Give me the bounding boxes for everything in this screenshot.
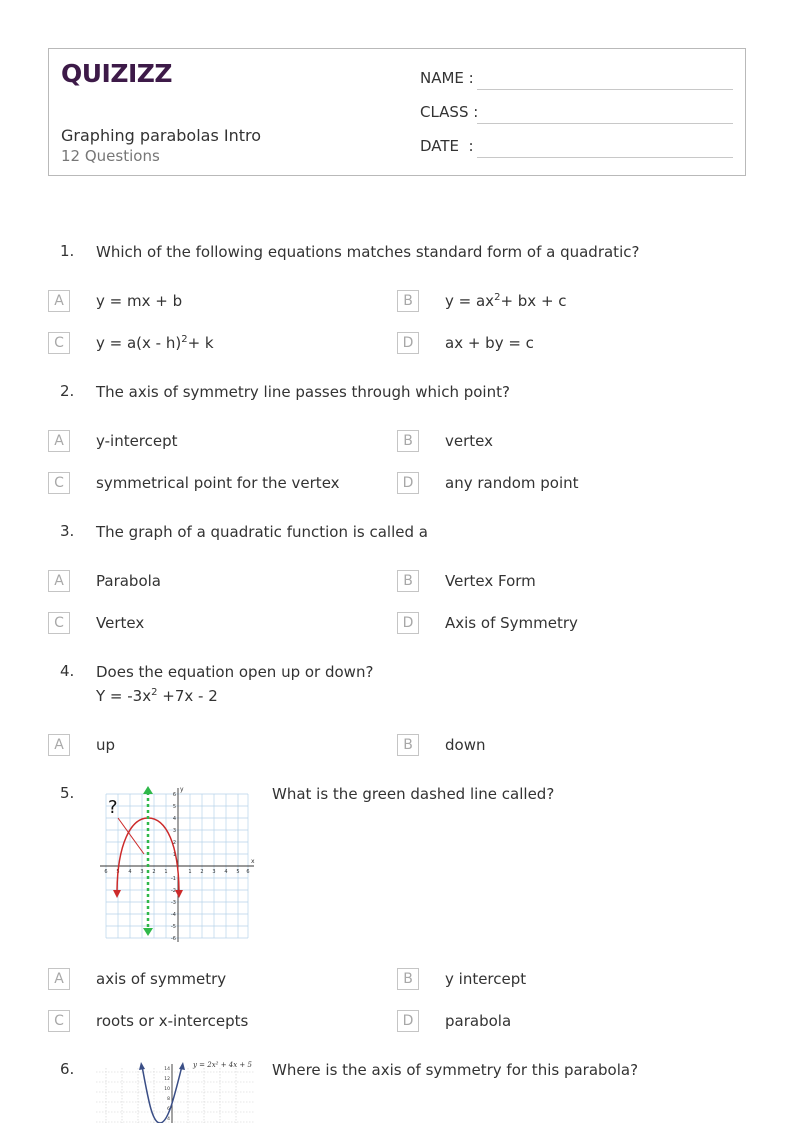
worksheet-header [48,48,746,176]
svg-text:1: 1 [164,869,168,875]
q6-parabola-graph [96,1058,254,1123]
svg-text:5: 5 [116,869,120,875]
question-5-number: 5. [60,784,75,802]
question-4-text [96,660,373,708]
question-6-text: Where is the axis of symmetry for this parabola? [272,1061,639,1079]
q6-equation-label: y = 2x² + 4x + 5 [193,1061,252,1069]
svg-text:5: 5 [236,869,240,875]
class-label: CLASS : [420,103,479,121]
svg-text:6: 6 [167,1107,170,1112]
question-6-number: 6. [60,1060,75,1078]
svg-text:4: 4 [128,869,132,875]
svg-text:4: 4 [167,1117,170,1122]
q1-option-a-letter[interactable]: A [48,290,70,312]
q5-option-d-letter[interactable]: D [397,1010,419,1032]
svg-text:8: 8 [167,1097,170,1102]
class-field[interactable] [420,103,478,121]
q1-option-b-letter[interactable]: B [397,290,419,312]
question-2-text: The axis of symmetry line passes through which point? [96,383,510,401]
q3-option-a-text: Parabola [96,572,161,590]
svg-text:14: 14 [164,1067,170,1072]
q3-option-c-letter[interactable]: C [48,612,70,634]
q5-option-c-text: roots or x-intercepts [96,1012,249,1030]
svg-text:-2: -2 [171,888,176,894]
q5-option-a-text: axis of symmetry [96,970,227,988]
svg-text:1: 1 [172,852,176,858]
question-4-number: 4. [60,662,75,680]
q5-green-top-arrow [143,786,153,794]
date-label: DATE : [420,137,474,155]
question-1-text: Which of the following equations matches standard form of a quadratic? [96,243,640,261]
svg-text:6: 6 [172,792,176,798]
svg-text:-6: -6 [171,936,176,942]
q1-option-d-letter[interactable]: D [397,332,419,354]
q2-option-a-text: y-intercept [96,432,178,450]
question-3-number: 3. [60,522,75,540]
q5-y-label: y [180,786,184,793]
svg-text:-4: -4 [171,912,176,918]
q2-option-d-letter[interactable]: D [397,472,419,494]
q4-option-b-text: down [445,736,486,754]
q1-option-a-text: y = mx + b [96,292,183,310]
q3-option-d-letter[interactable]: D [397,612,419,634]
svg-text:3: 3 [172,828,176,834]
q5-left-arrowhead [113,890,121,898]
q6-y-tick-labels [164,1066,170,1122]
svg-text:4: 4 [172,816,176,822]
q5-y-tick-labels [171,792,176,942]
q5-green-bottom-arrow [143,928,153,936]
q6-left-arrowhead [139,1062,145,1070]
name-field[interactable] [420,69,474,87]
q5-option-d-text: parabola [445,1012,512,1030]
question-4-equation: $Y = -3x^2 +7x - 2$ [96,687,218,705]
q4-option-a-text: up [96,736,116,754]
svg-text:12: 12 [164,1077,170,1082]
svg-text:6: 6 [246,869,250,875]
svg-text:-1: -1 [171,876,176,882]
q5-parabola-graph [96,784,258,944]
svg-text:4: 4 [224,869,228,875]
q2-option-c-letter[interactable]: C [48,472,70,494]
svg-text:2: 2 [200,869,204,875]
q2-option-b-text: vertex [445,432,493,450]
q2-option-a-letter[interactable]: A [48,430,70,452]
q1-option-b-text: $y = ax^2+$ bx + c [445,292,567,310]
question-1-number: 1. [60,242,75,260]
q1-option-c-text: y = a(x - h)$^2$+ k [96,334,214,352]
q5-option-c-letter[interactable]: C [48,1010,70,1032]
question-2-number: 2. [60,382,75,400]
q5-x-tick-labels [104,869,249,875]
class-line[interactable] [477,123,733,124]
svg-text:10: 10 [164,1087,170,1092]
svg-text:6: 6 [104,869,108,875]
svg-text:2: 2 [172,840,176,846]
svg-text:5: 5 [172,804,176,810]
q1-option-c-letter[interactable]: C [48,332,70,354]
question-5-text: What is the green dashed line called? [272,785,555,803]
svg-text:-3: -3 [171,900,176,906]
q3-option-c-text: Vertex [96,614,145,632]
svg-text:-5: -5 [171,924,176,930]
q5-question-mark: ? [108,797,118,818]
q5-right-arrowhead [175,890,183,898]
q6-blue-parabola [142,1066,182,1123]
q5-x-label: x [251,858,255,865]
question-4-prompt: Does the equation open up or down? [96,663,374,681]
q3-option-a-letter[interactable]: A [48,570,70,592]
q6-right-arrowhead [179,1062,185,1070]
q2-option-b-letter[interactable]: B [397,430,419,452]
svg-text:2: 2 [152,869,156,875]
q3-option-b-letter[interactable]: B [397,570,419,592]
q2-option-c-text: symmetrical point for the vertex [96,474,340,492]
question-3-text: The graph of a quadratic function is called a [96,523,428,541]
q1-option-d-text: ax + by = c [445,334,534,352]
name-label: NAME : [420,69,474,87]
q4-option-a-letter[interactable]: A [48,734,70,756]
q4-option-b-letter[interactable]: B [397,734,419,756]
worksheet-title: Graphing parabolas Intro [61,126,262,145]
svg-text:3: 3 [140,869,144,875]
date-line[interactable] [477,157,733,158]
quizizz-logo: QUIZIZZ [61,59,173,88]
q3-option-b-text: Vertex Form [445,572,536,590]
question-count: 12 Questions [61,147,160,165]
name-line[interactable] [477,89,733,90]
svg-text:1: 1 [188,869,192,875]
svg-text:3: 3 [212,869,216,875]
q2-option-d-text: any random point [445,474,579,492]
q5-option-b-text: y intercept [445,970,527,988]
q3-option-d-text: Axis of Symmetry [445,614,578,632]
q5-option-b-letter[interactable]: B [397,968,419,990]
q5-option-a-letter[interactable]: A [48,968,70,990]
date-field[interactable] [420,137,474,155]
